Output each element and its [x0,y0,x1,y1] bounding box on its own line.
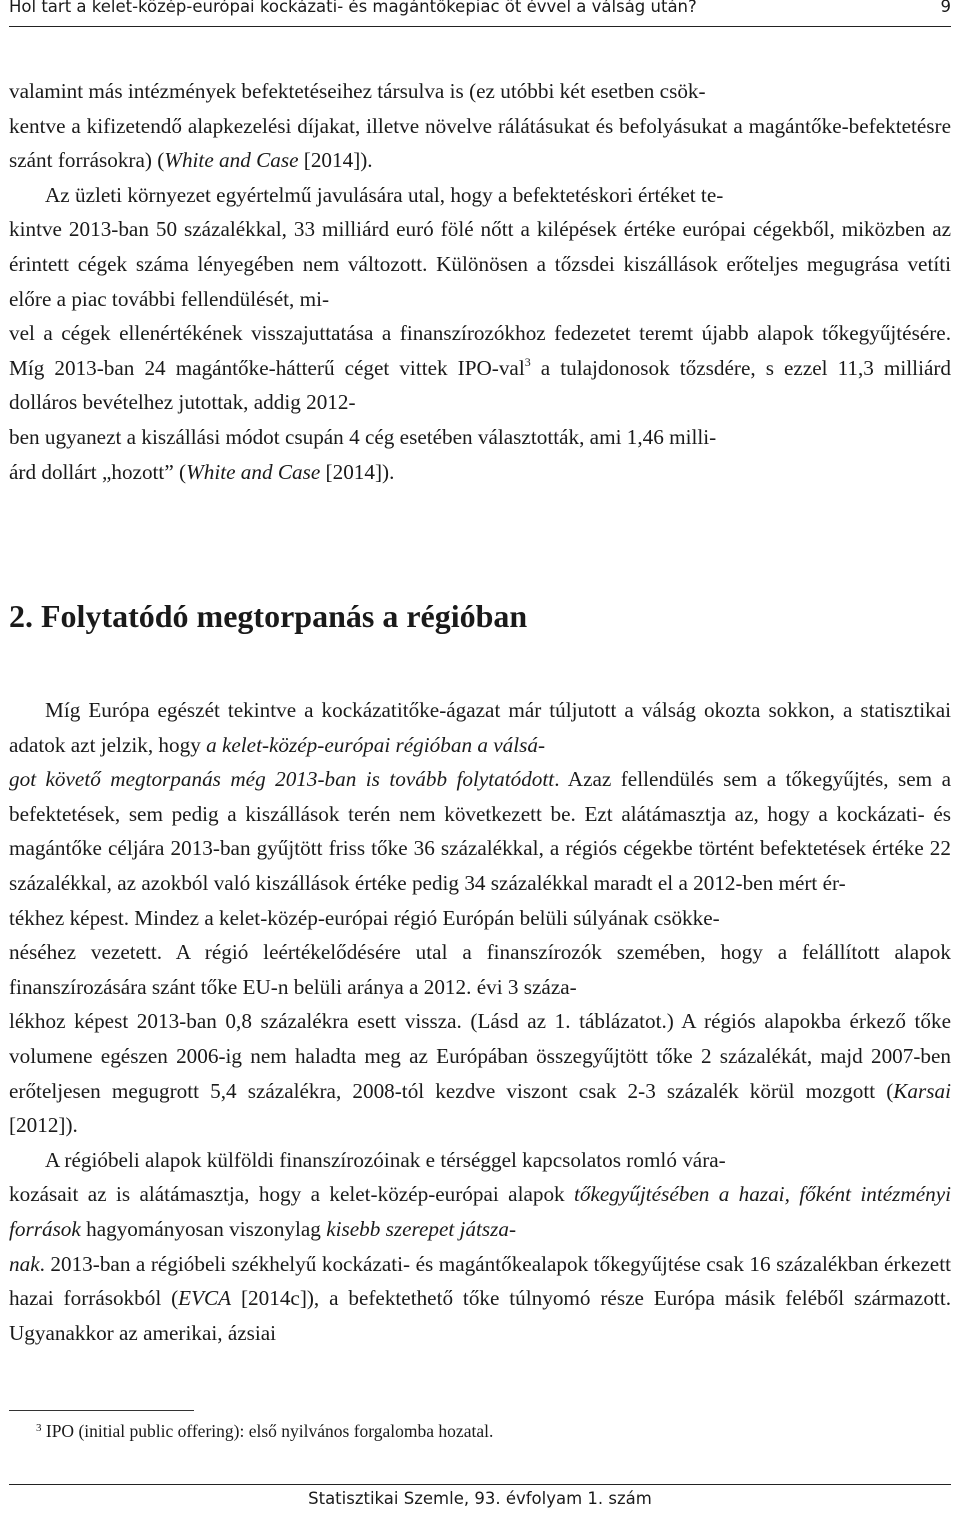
section-heading: 2. Folytatódó megtorpanás a régióban [9,598,528,634]
paragraph-regional-stagnation: Míg Európa egészét tekintve a kockázatitőke-ágazat már túljutott a válság okozta sokkon, a statisztikai adatok azt jelzik, hogy a kelet-közép-európai régióban a válsá- got követő megtorpanás még 2013-ban is tovább folytatódott. Azaz fellendülés sem a tőkegyűjtés, sem a befektetések, sem pedig a kiszállások terén nem következett be. Ezt alátámasztja az, hogy a kockázati- és magántőke céljára 2013-ban gyűjtött friss tőke 36 százalékkal, a régiós cégekbe történt befektetések értéke 22 százalékkal, az azokból való kiszállások értéke pedig 34 százalékkal maradt el a 2012-ben mért ér- tékhez képest. Mindez a kelet-közép-európai régió Európán belüli súlyának csökke- néséhez vezetett. A régió leértékelődésére utal a finanszírozók szemében, hogy a felállított alapok finanszírozására szánt tőke EU-n belüli aránya a 2012. évi 3 száza- lékhoz képest 2013-ban 0,8 százalékra esett vissza. (Lásd az 1. táblázatot.) A régiós alapokba érkező tőke volumene egészen 2006-ig nem haladta meg az Európában összegyűjtött tőke 2 százalékát, majd 2007-ben erőteljesen megugrott 5,4 százalékra, 2008-tól kezdve viszont csak 2-3 százalék körül mozgott (Karsai [2012]). [9,698,951,1138]
journal-info: Statisztikai Szemle, 93. évfolyam 1. szám [308,1489,652,1508]
emphasis-text: nak [9,1251,40,1276]
footnote-marker: 3 [36,1422,42,1434]
paragraph-foreign-investors: A régióbeli alapok külföldi finanszírozóinak e térséggel kapcsolatos romló vára- kozásait az is alátámasztja, hogy a kelet-közép-európai alapok tőkegyűjtésében a hazai, főként intézményi források hagyományosan viszonylag kisebb szerepet játsza- nak. 2013-ban a régióbeli székhelyű kockázati- és magántőkealapok tőkegyűjtése csak 16 százalékban érkezett hazai forrásokból (EVCA [2014c]), a befektethető tőke túlnyomó része Európa másik feléből származott. Ugyanakkor az amerikai, ázsiai [9,1147,952,1345]
text-block-continuation [9,74,951,489]
page-number: 9 [940,0,951,16]
footnote-divider [9,1410,194,1411]
citation-author: EVCA [178,1286,232,1311]
text-block-section-2 [9,693,951,1350]
emphasis-text: a kelet-közép-európai régióban a válsá- [206,732,546,757]
running-title: Hol tart a kelet-közép-európai kockázati- és magántőkepiac öt évvel a válság után? [9,0,697,16]
paragraph-continuation: valamint más intézmények befektetéseihez társulva is (ez utóbbi két esetben csök- kentve a kifizetendő alapkezelési díjakat, illetve növelve rálátásukat és befolyásukat a magántőke-befektetésre szánt forrásokra) (White and Case [2014]). [9,79,951,173]
footnote [36,1418,936,1444]
emphasis-text: tőkegyűjtésében a hazai, főként intézményi források [9,1182,951,1241]
running-footer [9,1484,951,1513]
citation-author: White and Case [164,148,299,173]
running-header [9,0,951,27]
footnote-reference: 3 [524,354,531,369]
citation-author: White and Case [186,459,321,484]
emphasis-text: got követő megtorpanás még 2013-ban is tovább folytatódott [9,767,555,792]
citation-author: Karsai [893,1078,951,1103]
paragraph-business-environment: Az üzleti környezet egyértelmű javulására utal, hogy a befektetéskori értéket te- kintve 2013-ban 50 százalékkal, 33 milliárd euró fölé nőtt a kilépések értéke európai cégekből, miközben az érintett cégek száma lényegében nem változott. Különösen a tőzsdei kiszállások erőteljes megugrása vetíti előre a piac további fellendülését, mi- vel a cégek ellenértékének visszajuttatása a finanszírozókhoz fedezetet teremt újabb alapok tőkegyűjtésére. Míg 2013-ban 24 magántőke-hátterű céget vittek IPO-val$^3$ a tulajdonosok tőzsdére, s ezzel 11,3 milliárd dolláros bevételhez jutottak, addig 2012- ben ugyanezt a kiszállási módot csupán 4 cég esetében választották, ami 1,46 milli- árd dollárt „hozott” (White and Case [2014]). [9,182,952,484]
footnote-text: IPO (initial public offering): első nyilvános forgalomba hozatal. [41,1421,494,1441]
emphasis-text: kisebb szerepet játsza- [326,1216,517,1241]
